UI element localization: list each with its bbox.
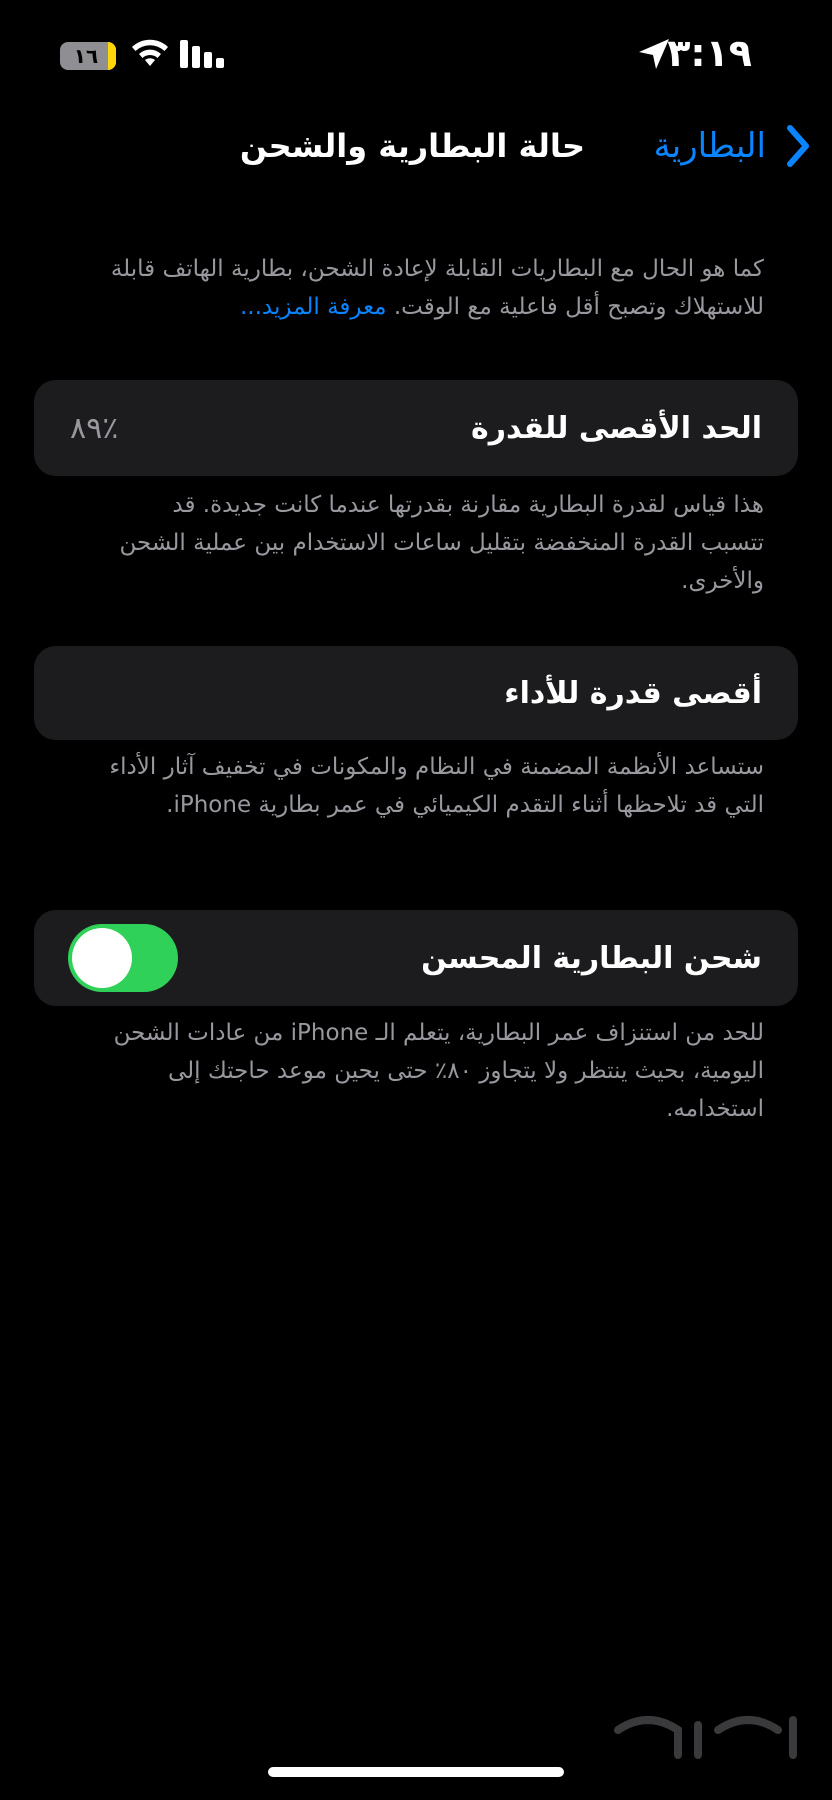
maximum-capacity-footnote: هذا قياس لقدرة البطارية مقارنة بقدرتها عندما كانت جديدة. قد تتسبب القدرة المنخفضة بتقليل ساعات الاستخدام بين عملية الشحن والأخرى. [119,492,764,594]
toggle-knob [72,928,132,988]
back-label: البطارية [653,126,766,166]
watermark-logo [608,1700,818,1770]
peak-performance-footnote: ستساعد الأنظمة المضمنة في النظام والمكونات في تخفيف آثار الأداء التي قد تلاحظها أثناء التقدم الكيميائي في عمر بطارية iPhone. [109,754,764,818]
learn-more-link[interactable]: معرفة المزيد... [239,294,387,320]
location-icon [637,37,671,71]
optimized-charging-footnote: للحد من استنزاف عمر البطارية، يتعلم الـ iPhone من عادات الشحن اليومية، بحيث ينتظر ولا يتجاوز ٨٠٪ حتى يحين موعد حاجتك إلى استخدامه. [113,1020,764,1122]
nav-bar [0,110,832,190]
optimized-charging-row [34,910,798,1006]
wifi-icon [130,38,170,70]
battery-icon [60,42,116,70]
intro-body: كما هو الحال مع البطاريات القابلة لإعادة الشحن، بطارية الهاتف قابلة للاستهلاك وتصبح أقل فاعلية مع الوقت. [110,256,764,320]
optimized-charging-toggle[interactable] [68,924,178,992]
optimized-charging-label: شحن البطارية المحسن [421,940,762,976]
battery-level: ١٦ [73,44,99,68]
page-title: حالة البطارية والشحن [239,127,585,165]
home-indicator[interactable] [268,1767,564,1777]
maximum-capacity-row [34,380,798,476]
maximum-capacity-label: الحد الأقصى للقدرة [471,410,762,446]
status-time: ٣:١٩ [667,31,752,75]
signal-icon [180,40,226,70]
chevron-right-icon [784,124,812,168]
back-button[interactable] [654,118,812,174]
intro-text [104,250,764,326]
peak-performance-label: أقصى قدرة للأداء [504,675,762,711]
status-bar [0,0,832,110]
peak-performance-row [34,646,798,740]
maximum-capacity-value: ٪٨٩ [70,410,119,446]
